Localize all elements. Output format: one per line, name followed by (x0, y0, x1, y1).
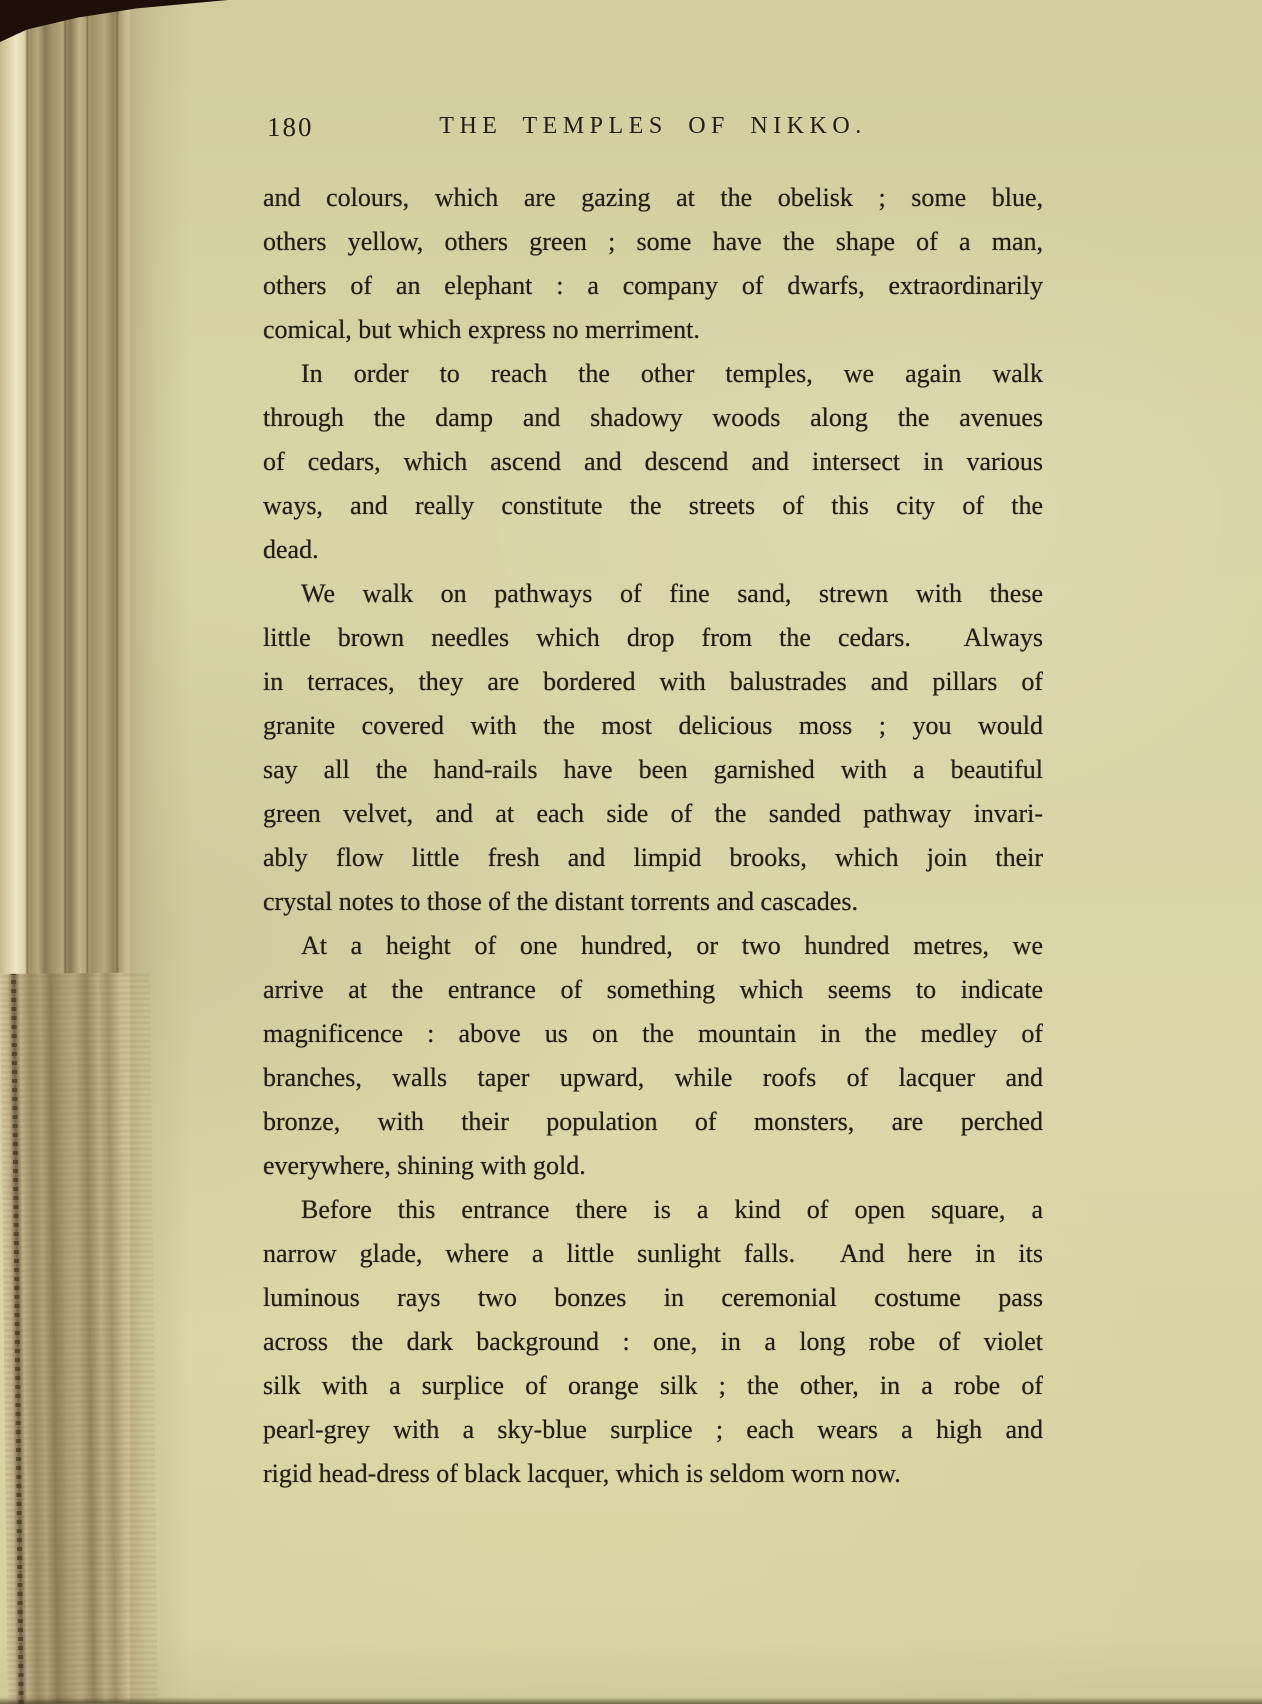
text-line: through the damp and shadowy woods along the avenues (263, 403, 1043, 432)
text-line: In order to reach the other temples, we again walk (301, 359, 1043, 388)
text-line: in terraces, they are bordered with balustrades and pillars of (263, 667, 1043, 696)
text-line: others of an elephant : a company of dwarfs, extraordinarily (263, 271, 1043, 300)
text-line: comical, but which express no merriment. (263, 315, 700, 344)
text-line: magnificence : above us on the mountain in the medley of (263, 1019, 1043, 1048)
text-line: We walk on pathways of fine sand, strewn with these (301, 579, 1043, 608)
text-line: say all the hand-rails have been garnished with a beautiful (263, 755, 1043, 784)
text-line: of cedars, which ascend and descend and intersect in various (263, 447, 1043, 476)
text-line: granite covered with the most delicious moss ; you would (263, 711, 1043, 740)
text-line: Before this entrance there is a kind of open square, a (301, 1195, 1043, 1224)
text-line: arrive at the entrance of something which seems to indicate (263, 975, 1043, 1004)
text-line: crystal notes to those of the distant torrents and cascades. (263, 887, 858, 916)
text-line: branches, walls taper upward, while roofs of lacquer and (263, 1063, 1043, 1092)
text-line: dead. (263, 535, 319, 564)
text-line: and colours, which are gazing at the obelisk ; some blue, (263, 183, 1043, 212)
binding-gutter-shadow (130, 0, 210, 1704)
text-line: others yellow, others green ; some have the shape of a man, (263, 227, 1043, 256)
text-line: rigid head-dress of black lacquer, which is seldom worn now. (263, 1459, 901, 1488)
text-line: luminous rays two bonzes in ceremonial costume pass (263, 1283, 1043, 1312)
text-line: everywhere, shining with gold. (263, 1151, 586, 1180)
book-binding-edge (0, 0, 170, 1704)
page-bottom-edge-shadow (0, 1697, 1262, 1704)
text-line: narrow glade, where a little sunlight falls. And here in its (263, 1239, 1043, 1268)
page-number: 180 (267, 112, 314, 142)
text-line: ably flow little fresh and limpid brooks, which join their (263, 843, 1043, 872)
text-line: little brown needles which drop from the cedars. Always (263, 623, 1043, 652)
text-line: silk with a surplice of orange silk ; the other, in a robe of (263, 1371, 1043, 1400)
text-line: ways, and really constitute the streets of this city of the (263, 491, 1043, 520)
page-content (263, 110, 1043, 1488)
text-line: across the dark background : one, in a long robe of violet (263, 1327, 1043, 1356)
running-title: THE TEMPLES OF NIKKO. (439, 113, 867, 139)
body-text (263, 176, 1043, 1496)
text-line: pearl-grey with a sky-blue surplice ; each wears a high and (263, 1415, 1043, 1444)
running-head (263, 110, 1043, 146)
text-line: green velvet, and at each side of the sanded pathway invari- (263, 799, 1043, 828)
text-line: At a height of one hundred, or two hundred metres, we (301, 931, 1043, 960)
text-line: bronze, with their population of monsters, are perched (263, 1107, 1043, 1136)
